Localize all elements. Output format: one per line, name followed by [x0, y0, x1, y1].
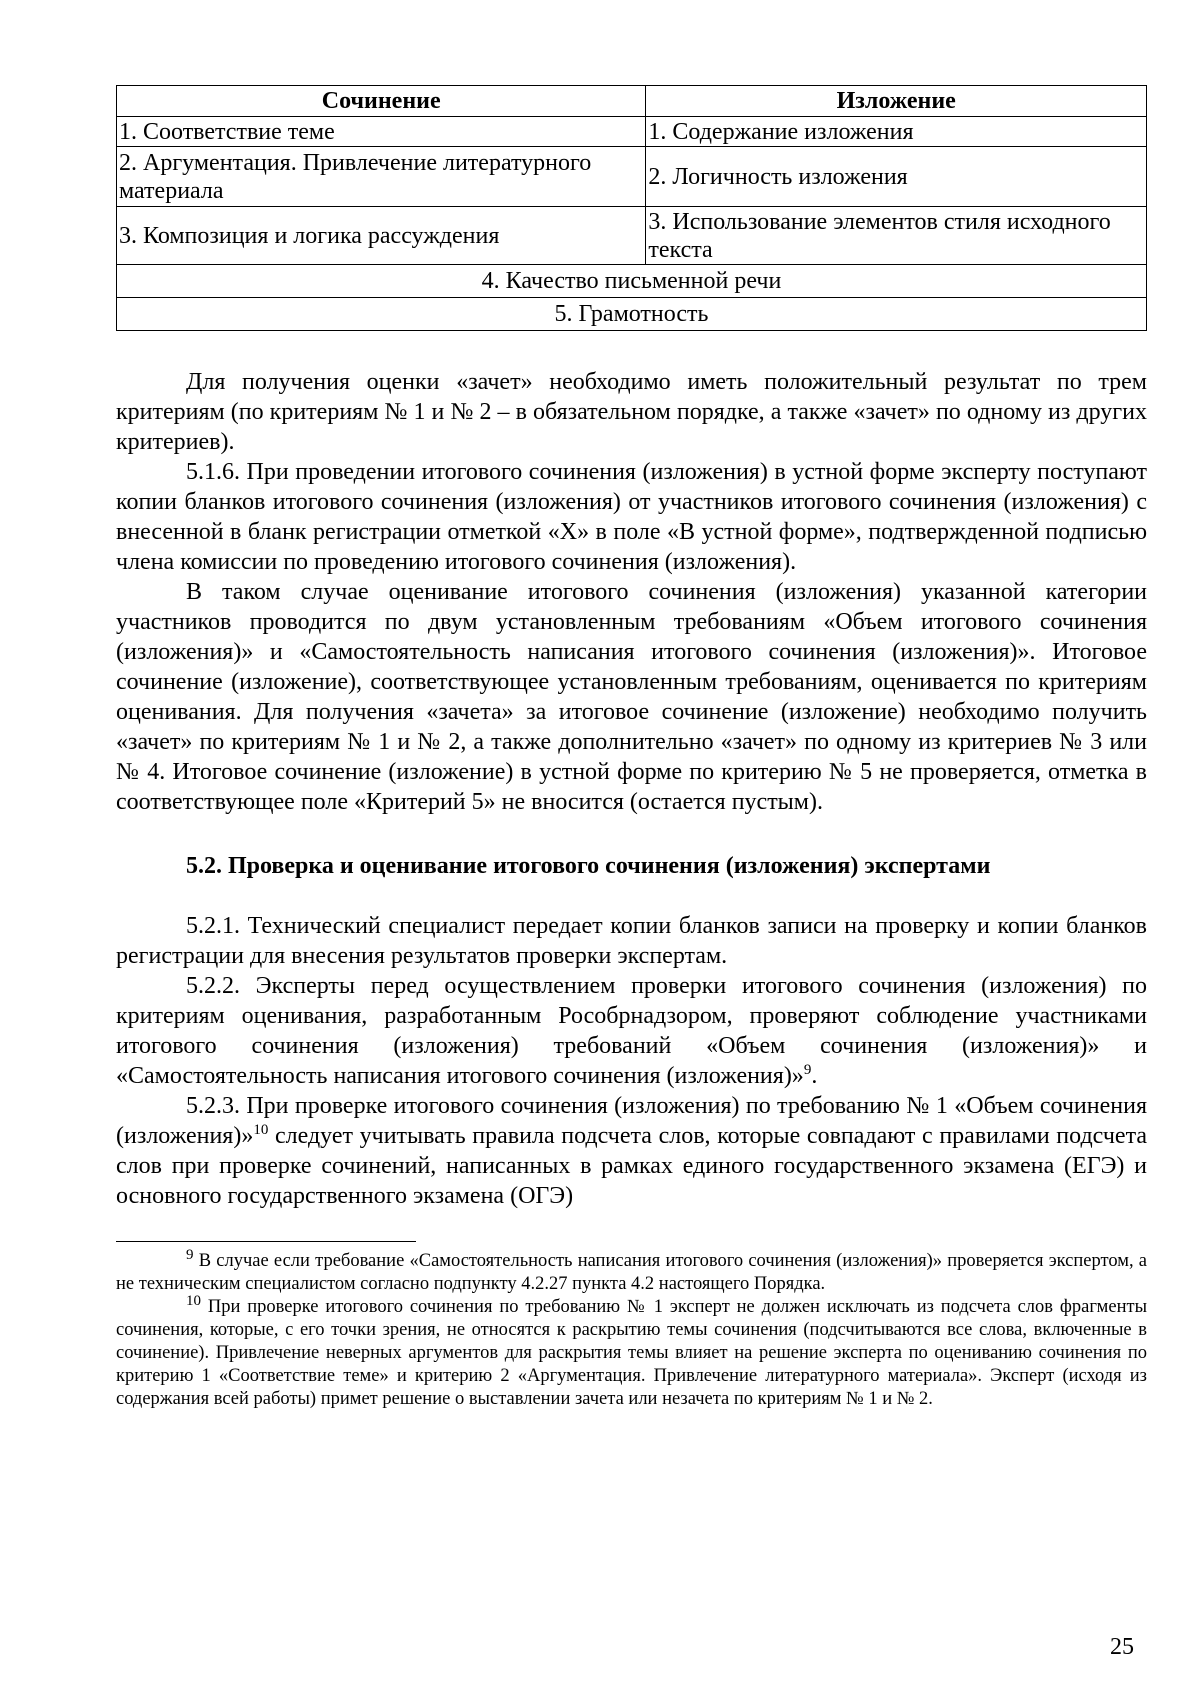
table-cell: 2. Аргументация. Привлечение литературного материала [117, 147, 646, 207]
paragraph [116, 971, 1147, 1091]
criteria-table [116, 85, 1147, 331]
paragraph: В таком случае оценивание итогового сочинения (изложения) указанной категории участников проводится по двум установленным требованиям «Объем итогового сочинения (изложения)» и «Самостоятельность написания итогового сочинения (изложения)». Итоговое сочинение (изложение), соответствующее установленным требованиям, оценивается по критериям оценивания. Для получения «зачета» за итоговое сочинение (изложение) необходимо получить «зачет» по критериям № 1 и № 2, а также дополнительно «зачет» по одному из критериев № 3 или № 4. Итоговое сочинение (изложение) в устной форме по критерию № 5 не проверяется, отметка в соответствующее поле «Критерий 5» не вносится (остается пустым). [116, 579, 1147, 815]
document-page [116, 85, 1147, 1411]
paragraph [116, 1091, 1147, 1211]
footnote-text: В случае если требование «Самостоятельность написания итогового сочинения (изложения)» проверяется экспертом, а не техническим специалистом согласно подпункту 4.2.27 пункта 4.2 настоящего Порядка. [116, 1251, 1147, 1294]
paragraph: 5.1.6. При проведении итогового сочинения (изложения) в устной форме эксперту поступают копии бланков итогового сочинения (изложения) от участников итогового сочинения (изложения) с внесенной в бланк регистрации отметкой «X» в поле «В устной форме», подтвержденной подписью члена комиссии по проведению итогового сочинения (изложения). [116, 459, 1147, 575]
footnote-mark: 9 [186, 1246, 194, 1263]
table-header-exposition: Изложение [646, 86, 1147, 117]
paragraph-text: 5.2.2. Эксперты перед осуществлением проверки итогового сочинения (изложения) по критериям оценивания, разработанным Рособрнадзором, проверяют соблюдение участниками итогового сочинения (изложения) требований «Объем сочинения (изложения)» и «Самостоятельность написания итогового сочинения (изложения)» [116, 973, 1147, 1089]
table-merged-cell: 5. Грамотность [117, 298, 1147, 331]
footnote-mark: 10 [186, 1292, 201, 1309]
footnote-text: При проверке итогового сочинения по требованию № 1 эксперт не должен исключать из подсчета слов фрагменты сочинения, которые, с его точки зрения, не относятся к раскрытию темы сочинения (подсчитываются все слова, включенные в сочинение). Привлечение неверных аргументов для раскрытия темы влияет на решение эксперта по оцениванию сочинения по критерию 1 «Соответствие теме» и критерию 2 «Аргументация. Привлечение литературного материала». Эксперт (исходя из содержания всей работы) примет решение о выставлении зачета или незачета по критериям № 1 и № 2. [116, 1297, 1147, 1409]
table-cell: 3. Использование элементов стиля исходного текста [646, 207, 1147, 265]
table-row [117, 207, 1147, 265]
table-header-row [117, 86, 1147, 117]
paragraph: Для получения оценки «зачет» необходимо иметь положительный результат по трем критериям (по критериям № 1 и № 2 – в обязательном порядке, а также «зачет» по одному из других критериев). [116, 369, 1147, 455]
table-row [117, 147, 1147, 207]
footnote [116, 1246, 1147, 1296]
section-heading: 5.2. Проверка и оценивание итогового сочинения (изложения) экспертами [186, 853, 991, 879]
table-cell: 3. Композиция и логика рассуждения [117, 207, 646, 265]
paragraph-text: следует учитывать правила подсчета слов, которые совпадают с правилами подсчета слов при проверке сочинений, написанных в рамках единого государственного экзамена (ЕГЭ) и основного государственного экзамена (ОГЭ) [116, 1123, 1147, 1209]
paragraph-text: 5.2.3. При проверке итогового сочинения (изложения) по требованию № 1 «Объем сочинения (изложения)» [116, 1093, 1147, 1149]
paragraph-text: . [811, 1063, 818, 1089]
table-row [117, 117, 1147, 147]
table-row [117, 298, 1147, 331]
footnote-ref[interactable]: 10 [253, 1122, 269, 1138]
table-cell: 2. Логичность изложения [646, 147, 1147, 207]
table-merged-cell: 4. Качество письменной речи [117, 265, 1147, 298]
body-text [116, 367, 1147, 1211]
page-number: 25 [1110, 1634, 1134, 1660]
footnote [116, 1292, 1147, 1411]
paragraph: 5.2.1. Технический специалист передает копии бланков записи на проверку и копии бланков регистрации для внесения результатов проверки экспертам. [116, 913, 1147, 969]
table-header-essay: Сочинение [117, 86, 646, 117]
table-cell: 1. Содержание изложения [646, 117, 1147, 147]
footnote-ref[interactable]: 9 [803, 1062, 812, 1078]
table-row [117, 265, 1147, 298]
table-cell: 1. Соответствие теме [117, 117, 646, 147]
footnote-divider [116, 1241, 416, 1242]
